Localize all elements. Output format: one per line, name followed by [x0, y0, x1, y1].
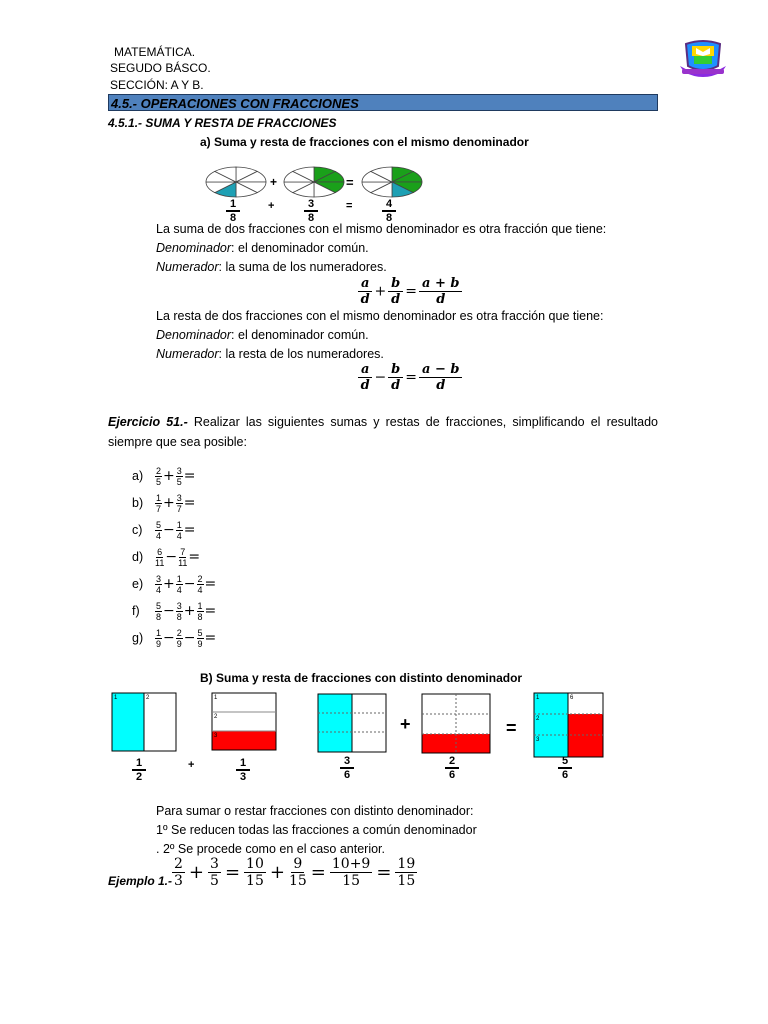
- rect-fraction-5: 5 6: [558, 755, 572, 781]
- exercise-operator: =: [204, 630, 217, 646]
- exercise-operator: =: [204, 576, 217, 592]
- diff-numerator-line: Numerador: la resta de los numeradores.: [156, 347, 384, 361]
- exercise-fraction: $\frac{6}{11}$: [155, 546, 165, 568]
- grade-label: SEGUDO BÁSCO.: [110, 61, 211, 75]
- subsection-title: 4.5.1.- SUMA Y RESTA DE FRACCIONES: [108, 116, 337, 130]
- exercise-fraction: $\frac{5}{9}$: [197, 627, 203, 649]
- example-equation: 2 3 + $\frac{3}{5}$ = $\frac{10}{15}$ + $\frac{9}{15}$ = $\frac{10+9}{15}$ = $\frac{19}{15}$: [174, 856, 416, 889]
- exercise-item: [132, 490, 196, 516]
- diff-denominator-line: Denominador: el denominador común.: [156, 328, 369, 342]
- svg-text:2: 2: [214, 714, 218, 720]
- exercise-item: [132, 463, 196, 489]
- exercise-operator: −: [183, 630, 196, 646]
- svg-text:2: 2: [146, 695, 150, 701]
- svg-text:+: +: [400, 714, 411, 734]
- exercise-operator: =: [183, 495, 196, 511]
- exercise-operator: +: [183, 603, 196, 619]
- example-label: Ejemplo 1.-: [108, 874, 173, 888]
- pie-equals-sign: =: [346, 200, 353, 212]
- sum-formula: $\frac{a}{d}$ + $\frac{b}{d}$ = $\frac{a + b}{d}$: [356, 276, 464, 307]
- exercise-operator: =: [183, 522, 196, 538]
- pie-fraction-3: 4 8: [382, 198, 396, 224]
- exercise-fraction: $\frac{5}{4}$: [156, 519, 162, 541]
- exercise-operator: =: [183, 468, 196, 484]
- pie-fraction-1: 1 8: [226, 198, 240, 224]
- section-label: SECCIÓN: A Y B.: [110, 78, 204, 92]
- exercise-item-label: a): [132, 469, 144, 483]
- exercise-item-label: d): [132, 550, 144, 564]
- rect-plus-small: +: [188, 759, 195, 771]
- exercise-item-label: c): [132, 523, 143, 537]
- svg-text:1: 1: [214, 695, 218, 701]
- svg-text:=: =: [506, 718, 517, 738]
- rect-fraction-2: 1 3: [236, 757, 250, 783]
- exercise-fraction: $\frac{7}{11}$: [178, 546, 188, 568]
- sum-intro: La suma de dos fracciones con el mismo denominador es otra fracción que tiene:: [156, 222, 607, 236]
- steps-intro: Para sumar o restar fracciones con distinto denominador:: [156, 804, 474, 818]
- svg-text:3: 3: [536, 737, 540, 743]
- exercise-fraction: $\frac{3}{4}$: [156, 573, 162, 595]
- sum-numerator-line: Numerador: la suma de los numeradores.: [156, 260, 387, 274]
- rect-fraction-4: 2 6: [445, 755, 459, 781]
- section-title: 4.5.- OPERACIONES CON FRACCIONES: [108, 94, 658, 111]
- exercise-item-label: g): [132, 631, 144, 645]
- exercise-statement: Ejercicio 51.- Realizar las siguientes sumas y restas de fracciones, simplificando el resultado siempre que sea posible:: [108, 415, 658, 449]
- part-a-heading: a) Suma y resta de fracciones con el mismo denominador: [200, 135, 529, 149]
- exercise-fraction: $\frac{1}{8}$: [197, 600, 203, 622]
- exercise-operator: +: [163, 495, 175, 511]
- exercise-fraction: $\frac{3}{8}$: [176, 600, 182, 622]
- exercise-fraction: $\frac{5}{8}$: [156, 600, 162, 622]
- exercise-fraction: $\frac{1}{4}$: [176, 573, 182, 595]
- exercise-fraction: $\frac{3}{7}$: [176, 492, 182, 514]
- school-logo: [676, 36, 730, 80]
- exercise-fraction: $\frac{2}{4}$: [197, 573, 203, 595]
- step-1: 1º Se reducen todas las fracciones a común denominador: [156, 823, 477, 837]
- svg-text:6: 6: [570, 695, 574, 701]
- svg-text:2: 2: [536, 716, 540, 722]
- rect-fraction-3: 3 6: [340, 755, 354, 781]
- exercise-item: [132, 517, 196, 543]
- diff-intro: La resta de dos fracciones con el mismo denominador es otra fracción que tiene:: [156, 309, 604, 323]
- svg-text:1: 1: [536, 695, 540, 701]
- step-2: . 2º Se procede como en el caso anterior.: [156, 842, 386, 856]
- pie-fraction-labels: [200, 198, 426, 224]
- exercise-fraction: $\frac{1}{9}$: [156, 627, 162, 649]
- exercise-item: [132, 625, 216, 651]
- exercise-operator: =: [188, 549, 201, 565]
- exercise-operator: =: [204, 603, 217, 619]
- pie-plus-sign: +: [268, 200, 275, 212]
- exercise-operator: −: [165, 549, 178, 565]
- exercise-operator: −: [163, 630, 175, 646]
- exercise-operator: +: [163, 468, 175, 484]
- pie-fraction-2: 3 8: [304, 198, 318, 224]
- exercise-fraction: $\frac{2}{9}$: [176, 627, 182, 649]
- exercise-item: [132, 598, 216, 624]
- subject-label: MATEMÁTICA.: [114, 45, 196, 59]
- rect-fraction-1: 1 2: [132, 757, 146, 783]
- rectangle-fraction-labels: [108, 757, 608, 787]
- exercise-item-label: b): [132, 496, 144, 510]
- exercise-item-label: e): [132, 577, 144, 591]
- svg-text:3: 3: [214, 733, 218, 739]
- exercise-fraction: $\frac{3}{5}$: [176, 465, 182, 487]
- exercise-fraction: $\frac{2}{5}$: [156, 465, 162, 487]
- exercise-fraction: $\frac{1}{7}$: [156, 492, 162, 514]
- part-b-heading: B) Suma y resta de fracciones con distinto denominador: [200, 671, 523, 685]
- exercise-fraction: $\frac{1}{4}$: [176, 519, 182, 541]
- sum-denominator-line: Denominador: el denominador común.: [156, 241, 369, 255]
- pie-diagram-plus: +: [270, 175, 278, 189]
- exercise-operator: −: [183, 576, 196, 592]
- exercise-item: [132, 544, 200, 570]
- diff-formula: $\frac{a}{d}$ − $\frac{b}{d}$ = $\frac{a - b}{d}$: [356, 362, 464, 393]
- exercise-item-label: f): [132, 604, 140, 618]
- svg-text:1: 1: [114, 695, 118, 701]
- exercise-operator: −: [163, 522, 175, 538]
- pie-diagram-equals: =: [346, 175, 354, 190]
- exercise-item: [132, 571, 216, 597]
- exercise-operator: −: [163, 603, 175, 619]
- exercise-operator: +: [163, 576, 175, 592]
